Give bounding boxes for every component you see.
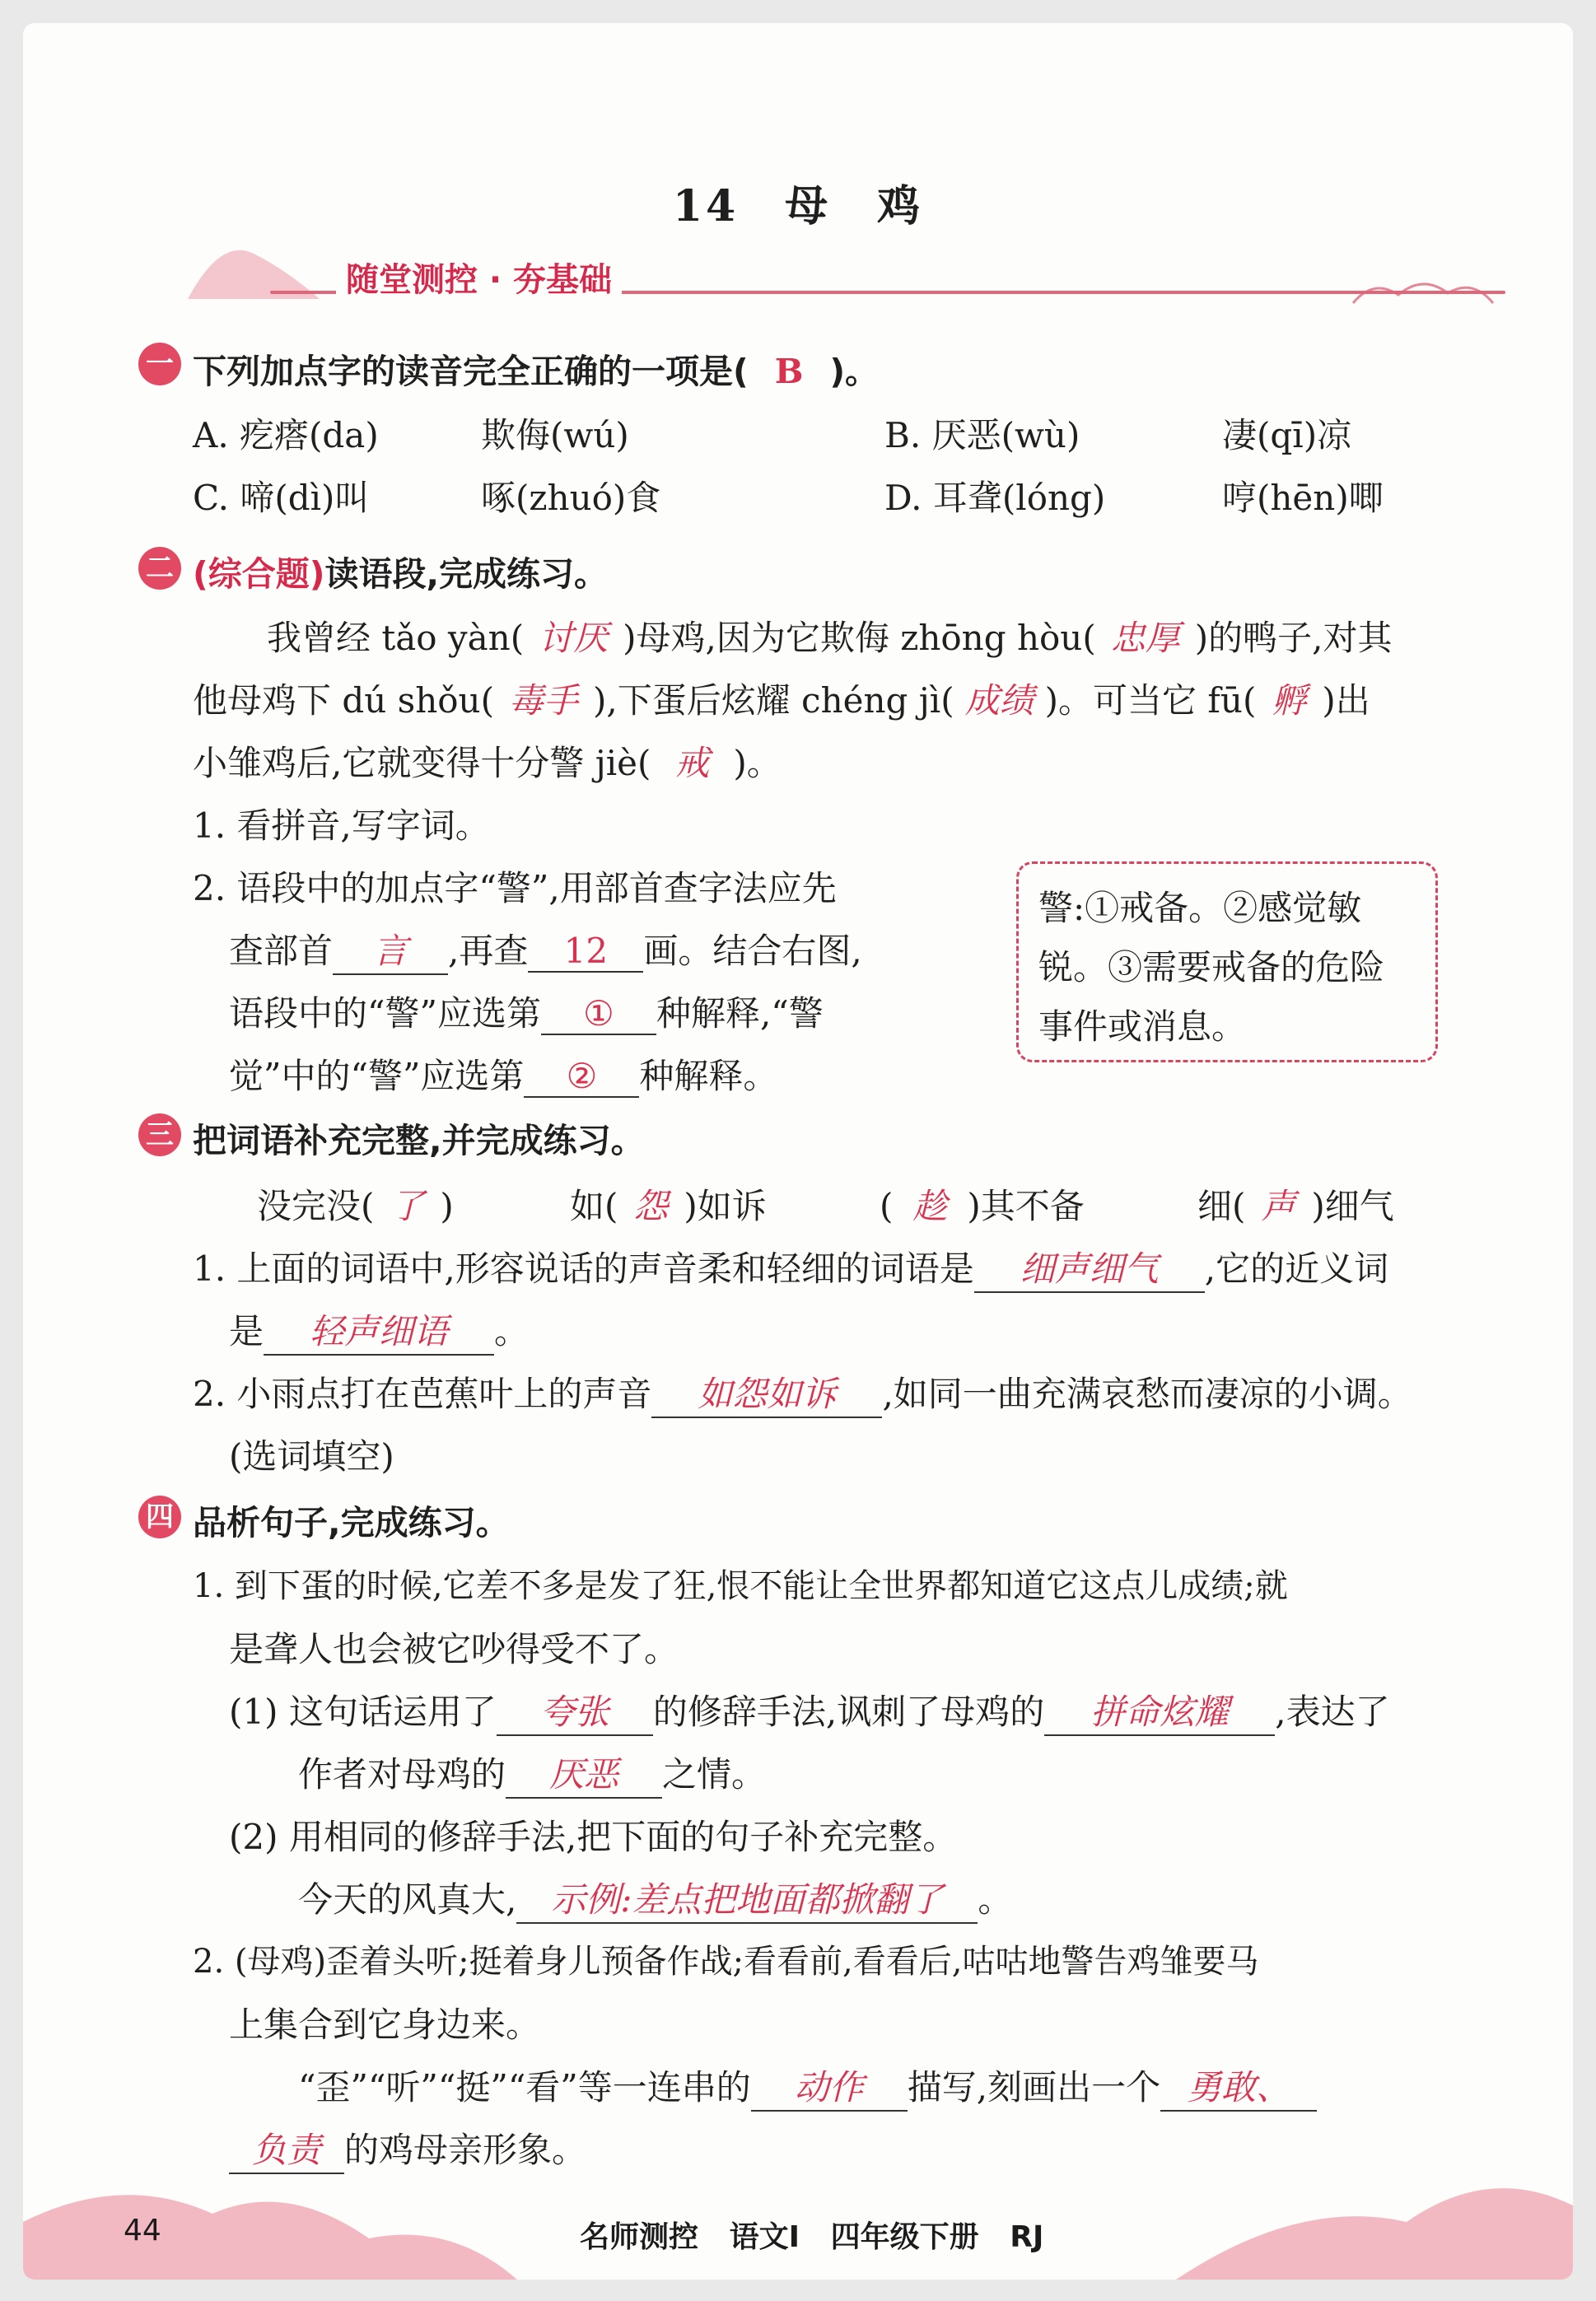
question-2-sub-2-line-1: 2. 语段中的加点字“警”,用部首查字法应先 <box>193 868 837 908</box>
question-4-part-1-line-2: 作者对母鸡的 厌恶 之情。 <box>298 1748 766 1799</box>
lesson-title: 14 母 鸡 <box>672 181 924 231</box>
question-1-answer: B <box>774 352 804 391</box>
dictionary-definition-box: 警:①戒备。②感觉敏 锐。③需要戒备的危险 事件或消息。 <box>1016 861 1438 1062</box>
question-1-prompt: 下列加点字的读音完全正确的一项是( B )。 <box>193 352 880 391</box>
question-4-part-2-sentence: 今天的风真大, 示例:差点把地面都掀翻了 。 <box>298 1873 1012 1924</box>
passage-line-2: 他母鸡下 dú shǒu( 毒手 ),下蛋后炫耀 chéng jì( 成绩 )。可当它 fū( 孵 )出 <box>193 680 1370 721</box>
sentence-2-line-1: 2. (母鸡)歪着头听;挺着身儿预备作战;看看前,看看后,咕咕地警告鸡雏要马 <box>193 1943 1259 1981</box>
question-4-prompt: 品析句子,完成练习。 <box>193 1503 510 1543</box>
question-3-sub-2-line-2: (选词填空) <box>229 1436 394 1477</box>
question-4-part-2: (2) 用相同的修辞手法,把下面的句子补充完整。 <box>229 1817 958 1857</box>
option-d: D. 耳聋(lóng) <box>884 478 1106 518</box>
idiom-1: 没完没( 了 ) <box>257 1186 454 1226</box>
question-2-number: 二 <box>138 547 181 590</box>
passage-line-3: 小雏鸡后,它就变得十分警 jiè( 戒 )。 <box>193 743 782 783</box>
question-2-sub-2-line-2: 查部首 言 ,再查 12 画。结合右图, <box>229 924 862 975</box>
question-1-number: 一 <box>138 343 181 385</box>
question-4-sub-2: “歪”“听”“挺”“看”等一连串的 动作 描写,刻画出一个 勇敢、 <box>298 2061 1317 2112</box>
workbook-page <box>23 23 1573 2280</box>
sentence-1-line-1: 1. 到下蛋的时候,它差不多是发了狂,恨不能让全世界都知道它这点儿成绩;就 <box>193 1567 1288 1605</box>
question-2-sub-2-line-3: 语段中的“警”应选第 ① 种解释,“警 <box>229 993 824 1034</box>
option-c: C. 啼(dì)叫 <box>193 478 370 518</box>
question-3-sub-1: 1. 上面的词语中,形容说话的声音柔和轻细的词语是 细声细气 ,它的近义词 <box>193 1242 1388 1293</box>
section-banner: 随堂测控 · 夯基础 <box>336 254 622 301</box>
question-2-prompt: (综合题)读语段,完成练习。 <box>193 554 609 594</box>
option-b-second: 凄(qī)凉 <box>1222 415 1352 455</box>
option-a-second: 欺侮(wú) <box>481 415 629 455</box>
sentence-1-line-2: 是聋人也会被它吵得受不了。 <box>229 1629 679 1669</box>
question-4-sub-2-line-2: 负责 的鸡母亲形象。 <box>229 2123 586 2174</box>
question-3-prompt: 把词语补充完整,并完成练习。 <box>193 1121 645 1160</box>
option-b: B. 厌恶(wù) <box>884 415 1080 455</box>
idiom-2: 如( 怨 )如诉 <box>570 1186 767 1226</box>
question-3-sub-1-line-2: 是 轻声细语 。 <box>229 1305 529 1356</box>
option-c-second: 啄(zhuó)食 <box>481 478 661 518</box>
sentence-2-line-2: 上集合到它身边来。 <box>229 2005 541 2045</box>
passage-line-1: 我曾经 tǎo yàn( 讨厌 )母鸡,因为它欺侮 zhōng hòu( 忠厚 )的鸭子,对其 <box>267 618 1393 658</box>
question-4-part-1: (1) 这句话运用了 夸张 的修辞手法,讽刺了母鸡的 拼命炫耀 ,表达了 <box>229 1685 1390 1736</box>
footer-book-title: 名师测控 语文Ⅰ 四年级下册 RJ <box>580 2220 1044 2254</box>
question-2-sub-1: 1. 看拼音,写字词。 <box>193 805 490 846</box>
idiom-3: ( 趁 )其不备 <box>880 1186 1085 1226</box>
question-4-number: 四 <box>138 1496 181 1538</box>
question-2-tag: (综合题) <box>193 554 325 594</box>
question-2-sub-2-line-4: 觉”中的“警”应选第 ② 种解释。 <box>229 1056 778 1096</box>
option-d-second: 哼(hēn)唧 <box>1222 478 1384 518</box>
question-3-sub-2: 2. 小雨点打在芭蕉叶上的声音 如怨如诉 ,如同一曲充满哀愁而凄凉的小调。 <box>193 1367 1412 1418</box>
option-a: A. 疙瘩(da) <box>193 415 379 455</box>
question-3-number: 三 <box>138 1113 181 1156</box>
idiom-4: 细( 声 )细气 <box>1197 1186 1394 1226</box>
page-number: 44 <box>124 2214 161 2247</box>
